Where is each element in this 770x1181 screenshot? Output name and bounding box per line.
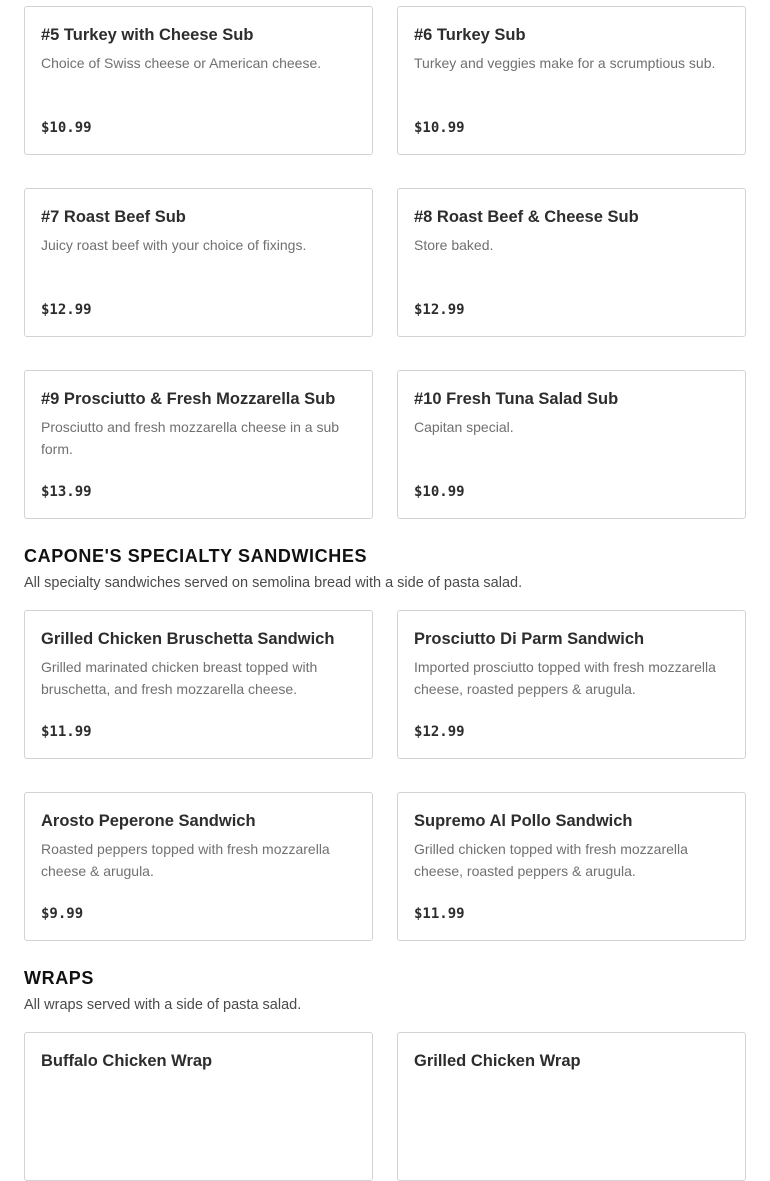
menu-item-description: Prosciutto and fresh mozzarella cheese in a sub form. [41, 419, 340, 457]
menu-item-price: $12.99 [414, 302, 465, 318]
menu-item-name: #6 Turkey Sub [414, 26, 526, 44]
menu-item-name: Grilled Chicken Wrap [414, 1052, 581, 1070]
menu-item-description: Store baked. [414, 237, 494, 253]
menu-item-description: Choice of Swiss cheese or American cheese. [41, 55, 322, 71]
menu-item-name: Prosciutto Di Parm Sandwich [414, 630, 645, 648]
menu-item-name: #9 Prosciutto & Fresh Mozzarella Sub [41, 390, 336, 408]
menu-item-name: #10 Fresh Tuna Salad Sub [414, 390, 619, 408]
section-subtitle: All wraps served with a side of pasta salad. [24, 997, 302, 1013]
menu-item-price: $10.99 [41, 120, 92, 136]
menu-item-description: Capitan special. [414, 419, 514, 435]
menu-item-description: Juicy roast beef with your choice of fixings. [41, 237, 307, 253]
menu-item-name: Buffalo Chicken Wrap [41, 1052, 213, 1070]
section-subtitle: All specialty sandwiches served on semolina bread with a side of pasta salad. [24, 575, 523, 591]
menu-item-card[interactable] [24, 370, 373, 519]
section-title: CAPONE'S SPECIALTY SANDWICHES [24, 546, 368, 566]
menu-item-card[interactable] [397, 188, 746, 337]
menu-item-card[interactable] [24, 792, 373, 941]
menu-item-name: #8 Roast Beef & Cheese Sub [414, 208, 639, 226]
menu-item-card[interactable] [24, 6, 373, 155]
menu-item-card[interactable] [397, 610, 746, 759]
menu-item-name: Supremo Al Pollo Sandwich [414, 812, 633, 830]
menu-item-price: $9.99 [41, 906, 84, 922]
menu-item-description: Turkey and veggies make for a scrumptious sub. [414, 55, 716, 71]
menu-item-card[interactable] [24, 188, 373, 337]
menu-item-price: $12.99 [41, 302, 92, 318]
menu-item-price: $11.99 [41, 724, 92, 740]
menu-item-price: $10.99 [414, 484, 465, 500]
menu-item-card[interactable] [24, 610, 373, 759]
menu-item-name: #5 Turkey with Cheese Sub [41, 26, 254, 44]
menu-item-card[interactable] [397, 370, 746, 519]
menu-item-card[interactable] [24, 1032, 373, 1181]
menu-item-name: Grilled Chicken Bruschetta Sandwich [41, 630, 335, 648]
menu-item-card[interactable] [397, 792, 746, 941]
menu-item-name: #7 Roast Beef Sub [41, 208, 186, 226]
menu-item-price: $12.99 [414, 724, 465, 740]
menu-item-price: $10.99 [414, 120, 465, 136]
menu-item-name: Arosto Peperone Sandwich [41, 812, 256, 830]
menu-item-description: Roasted peppers topped with fresh mozzarella cheese & arugula. [41, 841, 330, 879]
section-title: WRAPS [24, 968, 94, 988]
menu-item-description: Grilled marinated chicken breast topped with bruschetta, and fresh mozzarella cheese. [41, 659, 318, 697]
menu-item-price: $11.99 [414, 906, 465, 922]
menu-item-description: Imported prosciutto topped with fresh mozzarella cheese, roasted peppers & arugula. [414, 659, 716, 697]
menu-item-card[interactable] [397, 6, 746, 155]
menu-item-card[interactable] [397, 1032, 746, 1181]
menu-item-price: $13.99 [41, 484, 92, 500]
menu-item-description: Grilled chicken topped with fresh mozzarella cheese, roasted peppers & arugula. [414, 841, 688, 879]
